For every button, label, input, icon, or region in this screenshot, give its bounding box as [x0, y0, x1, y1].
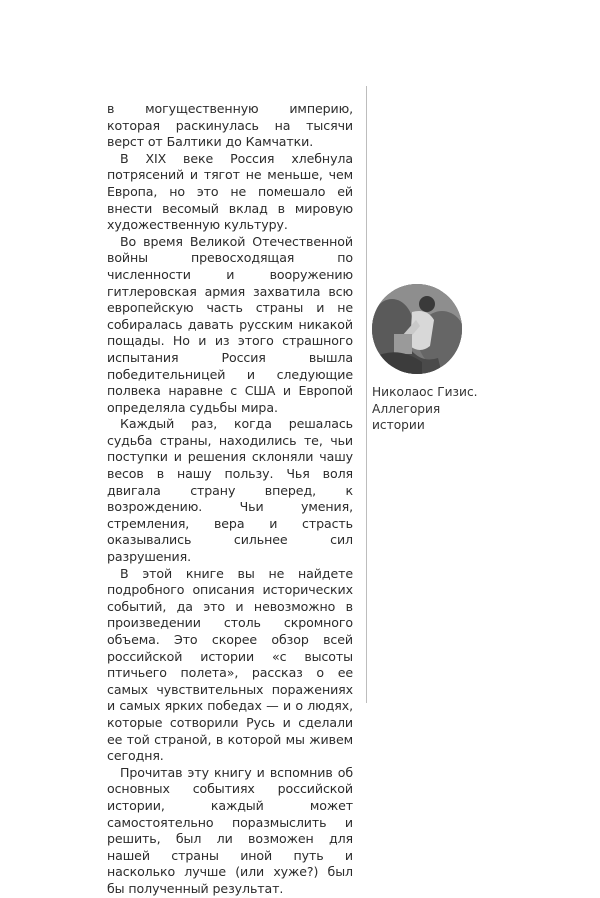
- paragraph-2: В XIX веке Россия хлебнула потрясений и тягот не меньше, чем Европа, но это не помешало ей внести весомый вклад в мировую художественную культуру.: [107, 150, 353, 233]
- painting-illustration: [372, 284, 462, 374]
- allegory-painting-image: [372, 284, 462, 374]
- paragraph-4: Каждый раз, когда решалась судьба страны, находились те, чьи поступки и решения склоняли чашу весов в нашу пользу. Чья воля двигала страну вперед, к возрождению. Чьи умения, стремления, вера и страсть оказывались сильнее сил разрушения.: [107, 416, 353, 565]
- caption-line-title: Аллегория: [372, 401, 441, 416]
- paragraph-3: Во время Великой Отечественной войны превосходящая по численности и вооружению гитлеровская армия захватила всю европейскую часть страны и не собиралась давать русским никакой пощады. Но и из этого страшного испытания Россия вышла победительницей и следующие полвека наравне с США и Европой определяла судьбы мира.: [107, 233, 353, 415]
- figure-caption: [372, 384, 482, 434]
- caption-line-author: Николаос Гизис.: [372, 385, 478, 399]
- paragraph-5: В этой книге вы не найдете подробного описания исторических событий, да это и невозможно в произведении столь скромного объема. Это скорее обзор всей российской истории «с высоты птичьего полета», рассказ о ее самых чувствительных поражениях и самых ярких победах — и о людях, которые сотворили Русь и сделали ее той страной, в которой мы живем сегодня.: [107, 565, 353, 764]
- column-divider: [366, 86, 367, 703]
- paragraph-6: Прочитав эту книгу и вспомнив об основных событиях российской истории, каждый может самостоятельно поразмыслить и решить, был ли возможен для нашей страны иной путь и насколько лучше (или хуже?) был бы полученный результат.: [107, 764, 353, 896]
- main-text-column: [107, 101, 353, 898]
- caption-line-title-cont: истории: [372, 418, 425, 432]
- paragraph-1: в могущественную империю, которая раскинулась на тысячи верст от Балтики до Камчатки.: [107, 101, 353, 150]
